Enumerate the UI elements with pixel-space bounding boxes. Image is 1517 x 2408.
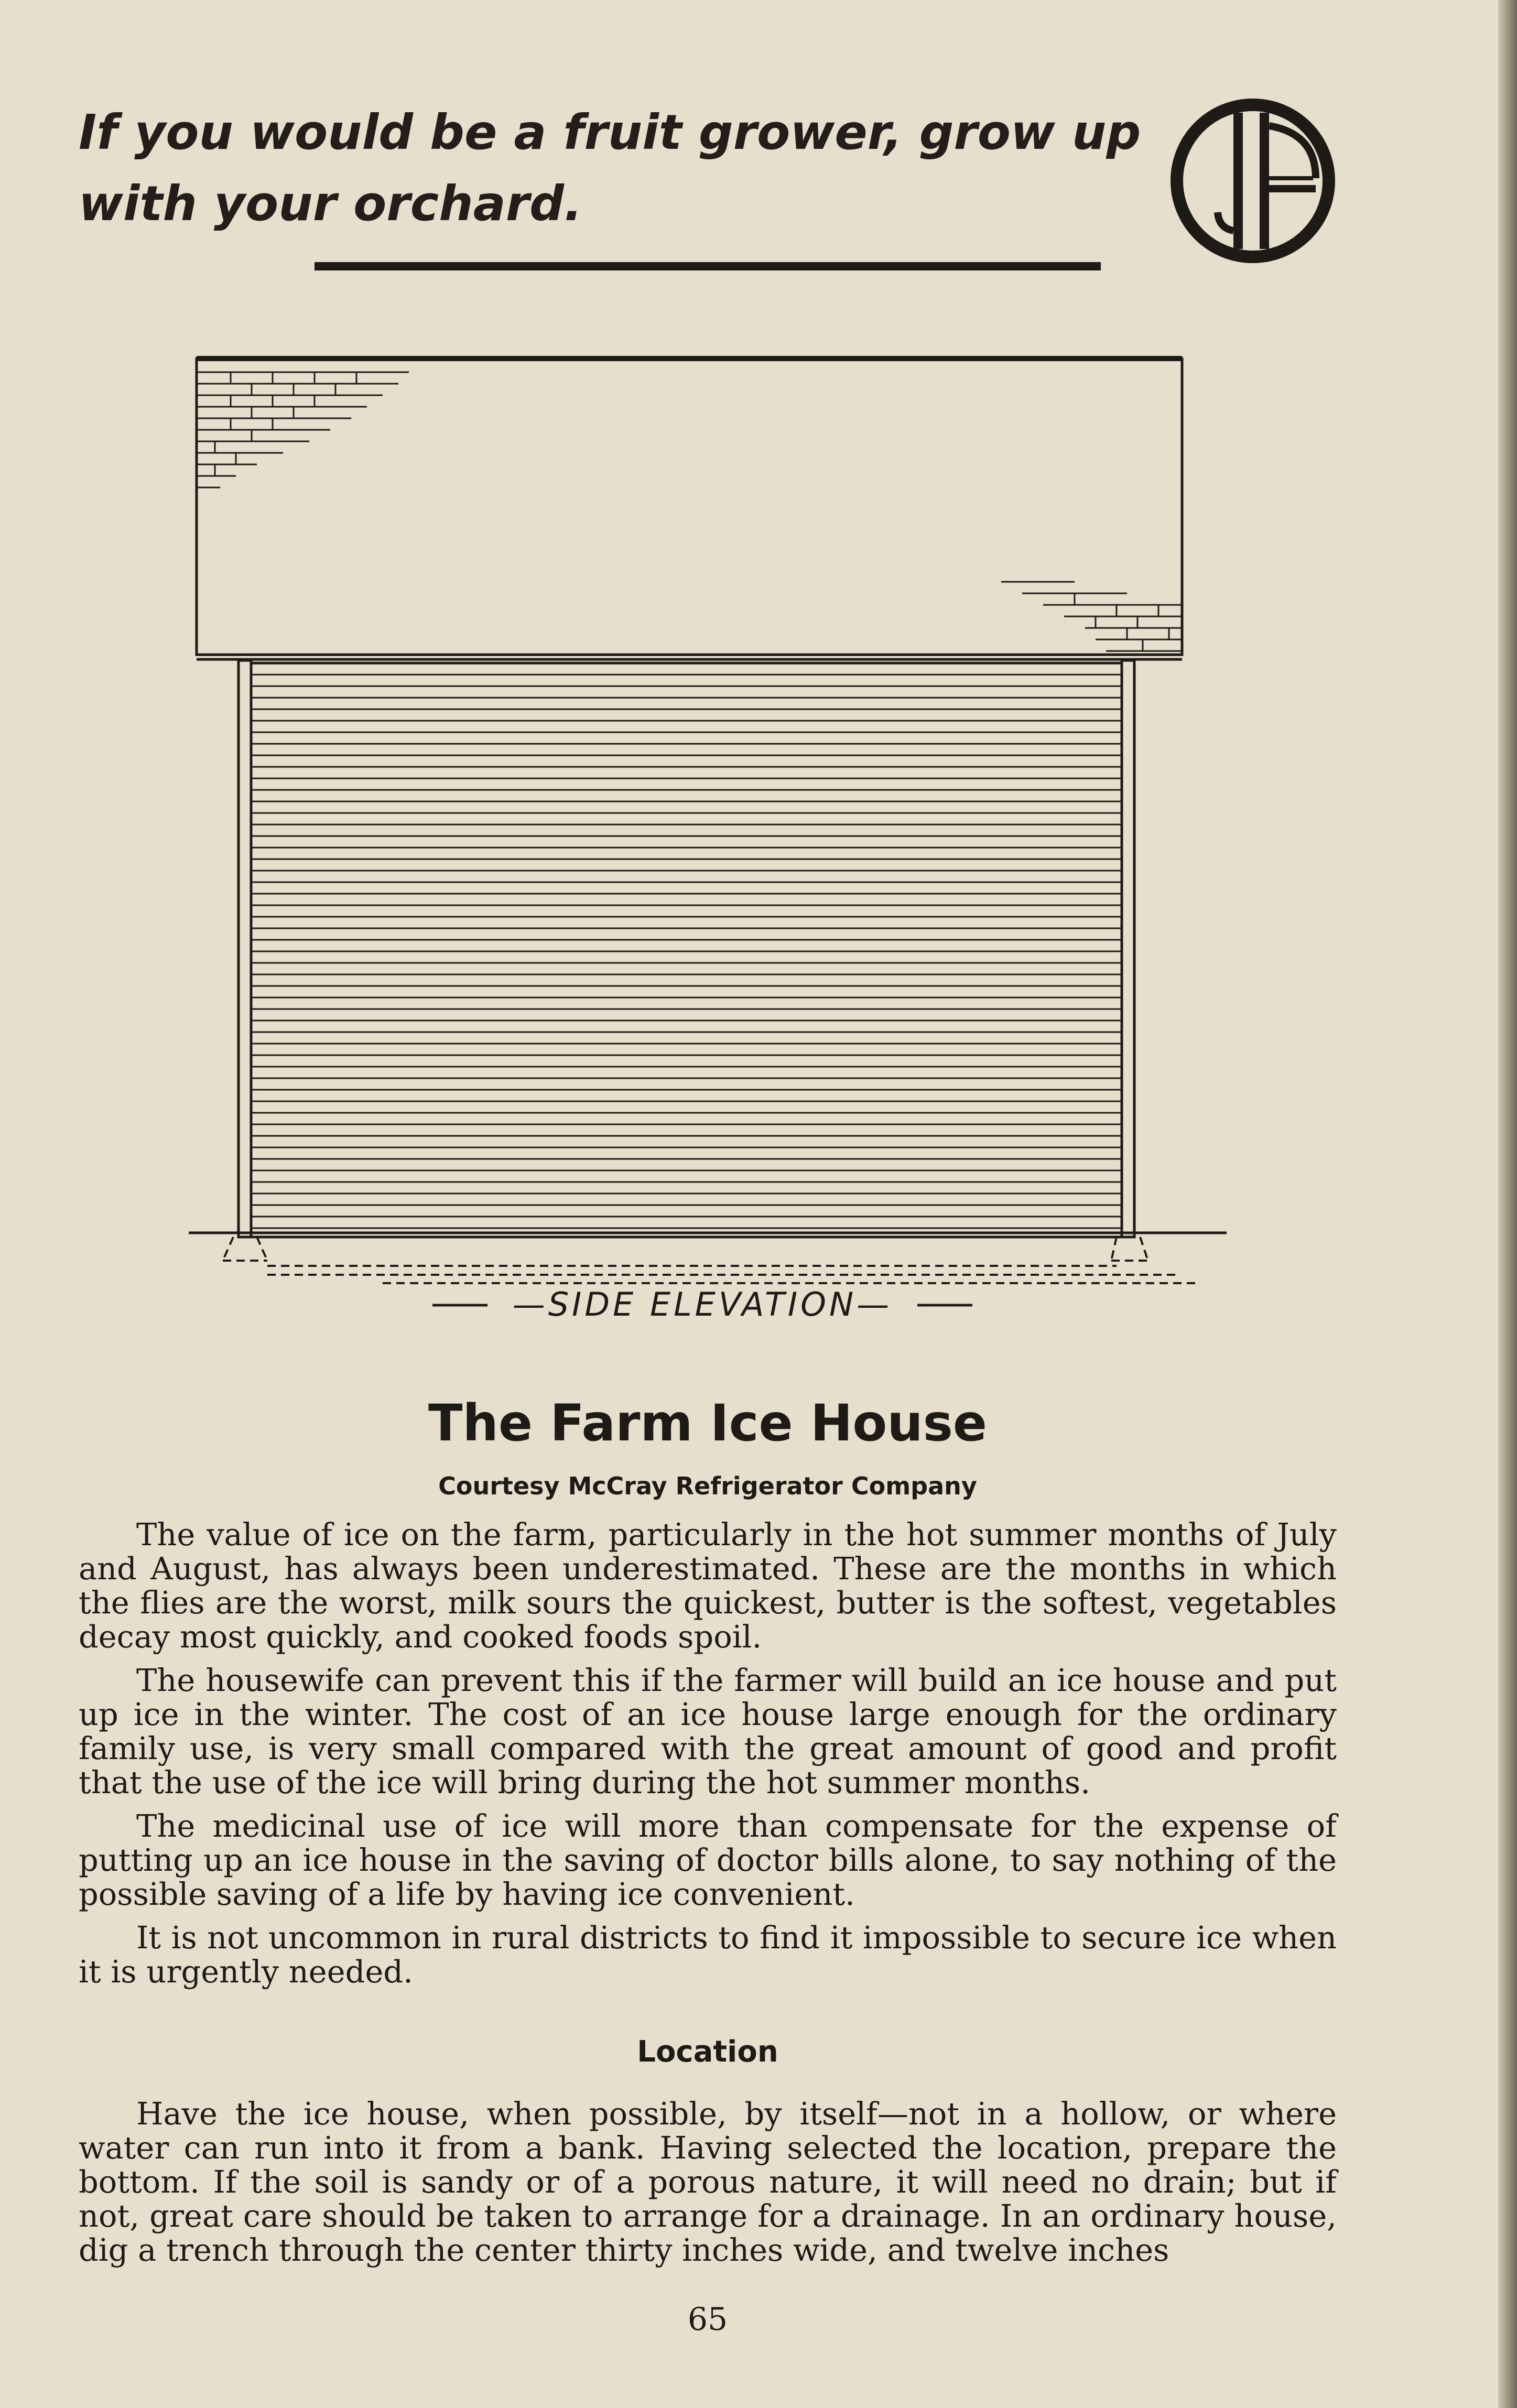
article-title: The Farm Ice House bbox=[428, 1394, 987, 1452]
location-section-body bbox=[79, 2097, 1337, 2276]
header-rule bbox=[315, 262, 1101, 270]
figure-caption: —SIDE ELEVATION— bbox=[512, 1285, 893, 1324]
body-paragraph: It is not uncommon in rural districts to find it impossible to secure ice when it is urgently needed. bbox=[79, 1919, 1337, 1990]
header-motto: If you would be a fruit grower, grow up with your orchard. bbox=[79, 104, 1141, 232]
body-paragraph: Have the ice house, when possible, by itself—not in a hollow, or where water can run into it from a bank. Having selected the location, prepare the bottom. If the soil is sandy or of a porous nature, it will need no drain; but if not, great care should be taken to arrange for a drainage. In an ordinary house, dig a trench through the center thirty inches wide, and twelve inches bbox=[79, 2096, 1337, 2268]
publisher-logo bbox=[1166, 97, 1339, 265]
page-number: 65 bbox=[687, 2301, 728, 2338]
article-courtesy-line: Courtesy McCray Refrigerator Company bbox=[438, 1472, 977, 1500]
page-edge bbox=[1498, 0, 1517, 2408]
article-body bbox=[79, 1517, 1337, 1998]
body-paragraph: The medicinal use of ice will more than compensate for the expense of putting up an ice house in the saving of doctor bills alone, to say nothing of the possible saving of a life by having ice convenient. bbox=[79, 1808, 1337, 1912]
ice-house-side-elevation-drawing bbox=[183, 351, 1227, 1326]
body-paragraph: The housewife can prevent this if the farmer will build an ice house and put up ice in the winter. The cost of an ice house large enough for the ordinary family use, is very small compared with the great amount of good and profit that the use of the ice will bring during the hot summer months. bbox=[79, 1662, 1337, 1800]
body-paragraph: The value of ice on the farm, particularly in the hot summer months of July and August, has always been underestimated. These are the months in which the flies are the worst, milk sours the quickest, butter is the softest, vegetables decay most quickly, and cooked foods spoil. bbox=[79, 1516, 1337, 1655]
section-heading-location: Location bbox=[637, 2035, 778, 2069]
